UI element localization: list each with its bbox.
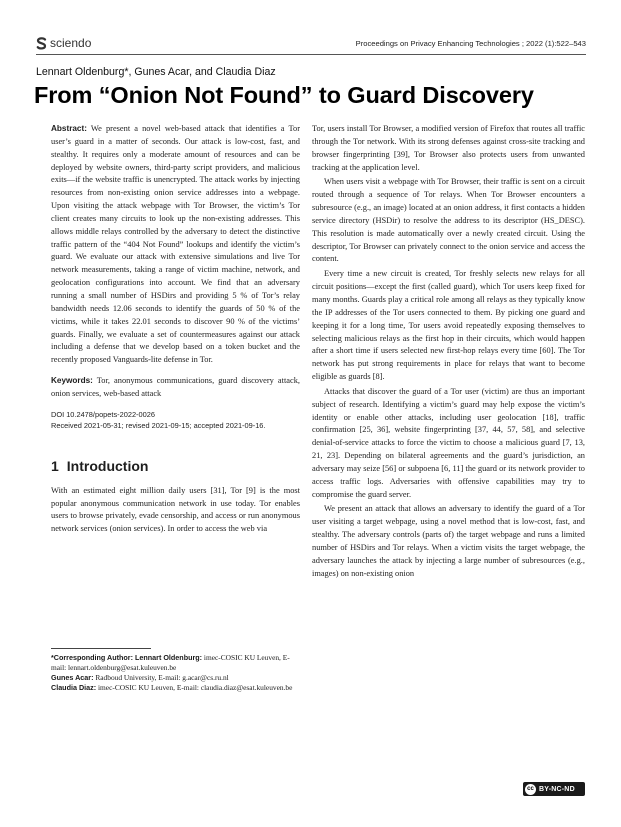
body-paragraph-5: We present an attack that allows an adversary to identify the guard of a Tor user visiting a target webpage, using a novel method that is low-cost, fast, and stealthy. The adversary controls (parts of) the target webpage and runs a limited number of HSDirs and Tor relays. When a victim visits the target webpage, the adversary launches the attack by injecting a large number of subresources (e.g., images) on non-existing onion (312, 504, 585, 578)
author-footnotes (51, 648, 300, 694)
doi[interactable]: DOI 10.2478/popets-2022-0026 (51, 409, 155, 419)
footnote-corresponding (51, 653, 300, 673)
footnote-corr-text: imec-COSIC KU Leuven, E-mail: lennart.oldenburg@esat.kuleuven.be (51, 652, 290, 672)
section-heading (51, 457, 300, 475)
journal-citation: Proceedings on Privacy Enhancing Technologies ; 2022 (1):522–543 (355, 38, 586, 48)
footnote-diaz-label: Claudia Diaz: (51, 683, 97, 693)
footnote-corr-label: *Corresponding Author: Lennart Oldenburg: (51, 652, 203, 662)
intro-paragraph: With an estimated eight million daily users [31], Tor [9] is the most popular anonymous communication network in use today. Tor enables users to browse privately, evade censorship, and access or run anonymous network services (onion services). In order to access the web via (51, 485, 300, 534)
keywords (51, 375, 300, 401)
footnote-acar-text: Radboud University, E-mail: g.acar@cs.ru.nl (95, 673, 229, 683)
paper-title: From “Onion Not Found” to Guard Discovery (34, 82, 534, 108)
abstract-label: Abstract: (51, 124, 87, 133)
right-column (312, 123, 585, 581)
logo-text: sciendo (50, 36, 92, 50)
body-paragraph-1: Tor, users install Tor Browser, a modified version of Firefox that routes all traffic through the Tor network. With its strong defenses against cross-site tracking and browser fingerprinting [39], Tor Browser also protects users from unwanted tracking at the application level. (312, 124, 585, 172)
cc-license-badge[interactable] (523, 782, 585, 796)
page-header (36, 34, 586, 52)
keywords-label: Keywords: (51, 376, 93, 386)
keywords-text: Tor, anonymous communications, guard discovery attack, onion services, web-based attack (51, 376, 300, 398)
body-paragraph-3: Every time a new circuit is created, Tor freshly selects new relays for all circuit positions—except the first (called guard), which Tor users keep fixed for many months. Guards play a critical role among all relays as they typically know the IP addresses of the Tor users connected to them. By picking one guard and keeping it for a long time, Tor users avoid repeatedly exposing themselves to selecting malicious relays as the first hop in their circuits, which would happen after a short time if users selected new first-hop relays every time [60]. The Tor network has put strong requirements in place for relays that want to become eligible as guards [8]. (312, 269, 585, 382)
license-text: BY-NC-ND (539, 785, 575, 793)
left-column (51, 123, 300, 536)
sciendo-s-icon (36, 37, 47, 50)
section-number: 1 (51, 457, 59, 474)
footnote-diaz-text: imec-COSIC KU Leuven, E-mail: claudia.diaz@esat.kuleuven.be (98, 683, 293, 693)
publisher-logo[interactable] (36, 36, 91, 50)
abstract (51, 123, 300, 367)
section-title: Introduction (66, 457, 149, 474)
footnote-diaz (51, 683, 300, 693)
cc-icon: cc (525, 784, 536, 795)
footnote-rule (51, 648, 151, 649)
submission-dates: Received 2021-05-31; revised 2021-09-15; accepted 2021-09-16. (51, 420, 266, 430)
body-paragraph-2: When users visit a webpage with Tor Browser, their traffic is sent on a circuit routed through a sequence of Tor relays. When Tor Browser encounters a subresource (e.g., an image) located at an onion address, it first contacts a hidden service directory (HSDir) to resolve the address to its descriptor (HS_DESC). This resolution is made automatically over a newly created circuit. Using the descriptor, Tor Browser can privately connect to the onion service and access the content. (312, 177, 585, 264)
footnote-acar-label: Gunes Acar: (51, 673, 94, 683)
abstract-text: We present a novel web-based attack that identifies a Tor user’s guard in a matter of seconds. Our attack is low-cost, fast, and stealthy. It requires only a moderate amount of resources and can be deployed by website owners, third-party script providers, and malicious exits—if the website traffic is unencrypted. The attack works by injecting resources from non-existing onion service addresses into a webpage. Upon visiting the attack webpage with Tor Browser, the victim’s Tor client creates many circuits to look up the non-existing addresses. This allows middle relays controlled by the adversary to detect the distinctive traffic pattern of the “404 Not Found” lookups and identify the victim’s guard. We evaluate our attack with extensive simulations and live Tor network measurements, taking a range of victim machine, network, and geolocation configurations into account. We find that an adversary running a small number of HSDirs and providing 5 % of Tor’s relay bandwidth needs 12.06 seconds to identify the guards of 50 % of the victims, while it takes 22.01 seconds to discover 90 % of the victims’ guards. Finally, we evaluate a set of countermeasures against our attack including a defense that we develop based on a token bucket and the recently proposed Vanguards-lite defense in Tor. (51, 124, 300, 365)
footnote-acar (51, 673, 300, 683)
author-list: Lennart Oldenburg*, Gunes Acar, and Claudia Diaz (36, 66, 276, 78)
header-rule (36, 54, 586, 55)
body-paragraph-4: Attacks that discover the guard of a Tor user (victim) are thus an important subject of research. Identifying a victim’s guard may help expose the victim’s identity or enable other attacks, including user geolocation [18], traffic confirmation [25, 36], website fingerprinting [37, 44, 57, 58], and selective denial-of-service attacks to force the victim to choose a malicious guard [7, 13, 21, 23]. Depending on bilateral agreements and the guard’s jurisdiction, an adversary may seize [56] or subpoena [6, 11] the guard or its network provider to access traffic logs. Adversaries with offensive capabilities may try to compromise the guard server. (312, 386, 585, 499)
